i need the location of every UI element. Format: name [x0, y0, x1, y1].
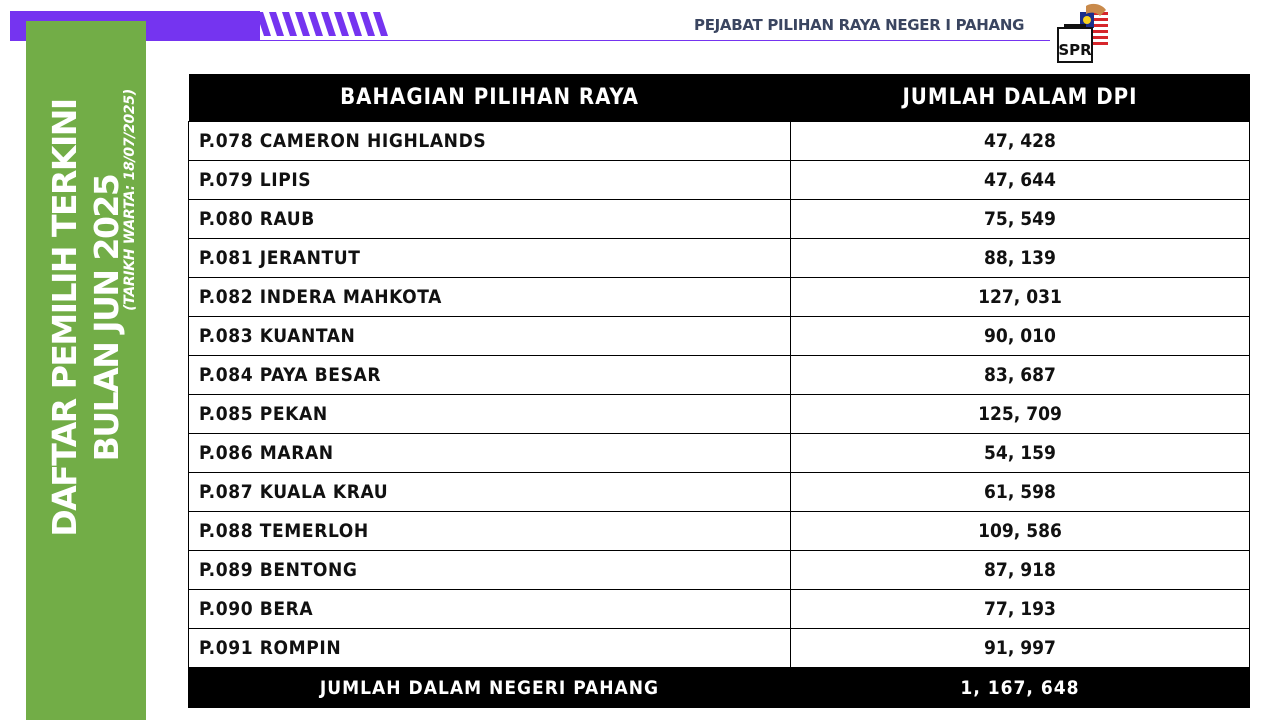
total-label: JUMLAH DALAM NEGERI PAHANG: [189, 668, 791, 708]
side-title-line2: BULAN JUN 2025: [87, 174, 126, 462]
table-row: [189, 590, 1250, 629]
spr-logo-icon: [1050, 2, 1112, 66]
table-row: [189, 512, 1250, 551]
constituency-name: P.086 MARAN: [189, 434, 791, 473]
constituency-name: P.089 BENTONG: [189, 551, 791, 590]
column-header-total: JUMLAH DALAM DPI: [791, 74, 1250, 122]
table-row: [189, 200, 1250, 239]
voter-count: 88, 139: [791, 239, 1250, 278]
svg-text:SPR: SPR: [1058, 41, 1092, 59]
table-row: [189, 122, 1250, 161]
voter-count: 127, 031: [791, 278, 1250, 317]
table-row: [189, 434, 1250, 473]
voter-count: 90, 010: [791, 317, 1250, 356]
constituency-name: P.084 PAYA BESAR: [189, 356, 791, 395]
header-divider-line: [10, 40, 1050, 41]
table-row: [189, 239, 1250, 278]
voter-count: 83, 687: [791, 356, 1250, 395]
constituency-name: P.090 BERA: [189, 590, 791, 629]
voter-count: 54, 159: [791, 434, 1250, 473]
side-title-line1: DAFTAR PEMILIH TERKINI: [45, 99, 84, 537]
header-stripes-decoration: [256, 12, 396, 36]
voter-count: 77, 193: [791, 590, 1250, 629]
constituency-name: P.080 RAUB: [189, 200, 791, 239]
constituency-name: P.088 TEMERLOH: [189, 512, 791, 551]
table-row: [189, 278, 1250, 317]
gazette-date: (TARIKH WARTA: 18/07/2025): [122, 89, 138, 311]
table-row: [189, 629, 1250, 668]
voter-count: 61, 598: [791, 473, 1250, 512]
table-header-row: [189, 74, 1250, 122]
table-row: [189, 317, 1250, 356]
table-row: [189, 161, 1250, 200]
table-row: [189, 551, 1250, 590]
constituency-name: P.083 KUANTAN: [189, 317, 791, 356]
voter-count: 91, 997: [791, 629, 1250, 668]
voter-count: 47, 428: [791, 122, 1250, 161]
voter-count: 75, 549: [791, 200, 1250, 239]
voter-count: 109, 586: [791, 512, 1250, 551]
constituency-name: P.085 PEKAN: [189, 395, 791, 434]
side-title: [44, 99, 128, 536]
voter-table: [188, 74, 1250, 708]
total-value: 1, 167, 648: [791, 668, 1250, 708]
table-row: [189, 395, 1250, 434]
voter-count: 87, 918: [791, 551, 1250, 590]
column-header-constituency: BAHAGIAN PILIHAN RAYA: [189, 74, 791, 122]
table-row: [189, 473, 1250, 512]
constituency-name: P.091 ROMPIN: [189, 629, 791, 668]
office-name: PEJABAT PILIHAN RAYA NEGER I PAHANG: [694, 16, 1025, 34]
constituency-name: P.081 JERANTUT: [189, 239, 791, 278]
voter-count: 125, 709: [791, 395, 1250, 434]
constituency-name: P.079 LIPIS: [189, 161, 791, 200]
table-total-row: [189, 668, 1250, 708]
constituency-name: P.087 KUALA KRAU: [189, 473, 791, 512]
table-row: [189, 356, 1250, 395]
constituency-name: P.078 CAMERON HIGHLANDS: [189, 122, 791, 161]
constituency-name: P.082 INDERA MAHKOTA: [189, 278, 791, 317]
voter-count: 47, 644: [791, 161, 1250, 200]
